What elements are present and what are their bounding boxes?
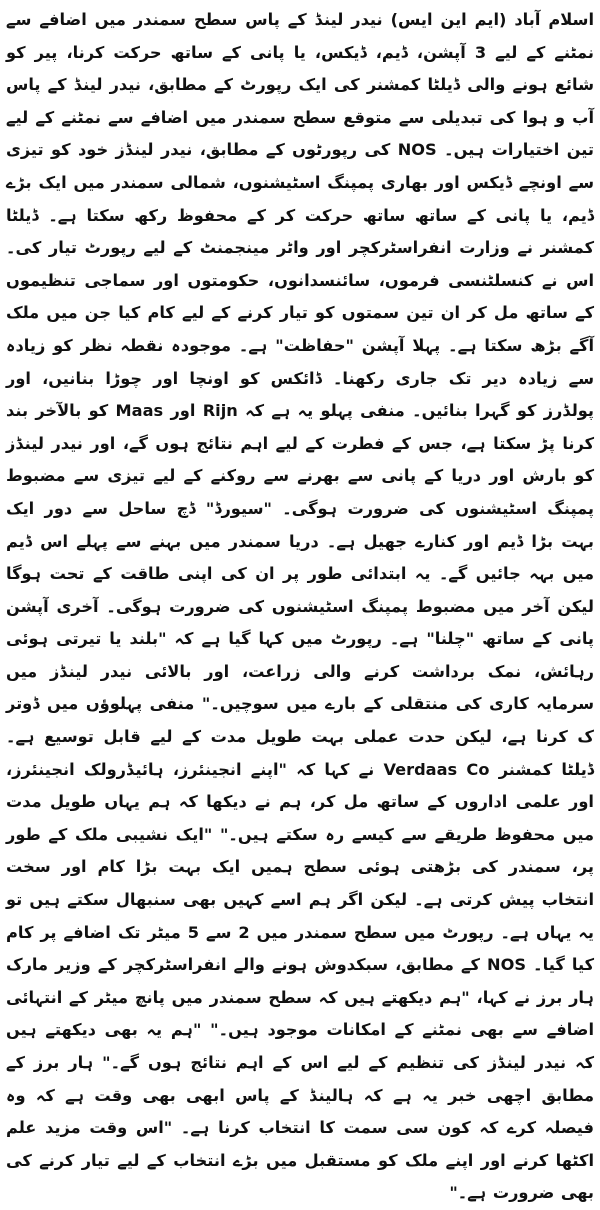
article-body: اسلام آباد (ایم این ایس) نیدر لینڈ کے پاس سطح سمندر میں اضافے سے نمٹنے کے لیے 3 آپشن، ڈیم، ڈیکس، یا پانی کے ساتھ حرکت کرنا، پیر کو شائع ہونے والی ڈیلٹا کمشنر کی ایک رپورٹ کے مطابق، نیدر لینڈ کے پاس آب و ہوا کی تبدیلی سے متوقع سطح سمندر میں اضافے سے نمٹنے کے لیے تین اختیارات ہیں۔ NOS کی رپورٹوں کے مطابق، نیدر لینڈز خود کو تیزی سے اونچے ڈیکس اور بھاری پمپنگ اسٹیشنوں، شمالی سمندر میں ایک بڑے ڈیم، یا پانی کے ساتھ ساتھ حرکت کر کے محفوظ رکھ سکتا ہے۔ ڈیلٹا کمشنر نے وزارت انفراسٹرکچر اور واٹر مینجمنٹ کے لیے رپورٹ تیار کی۔ اس نے کنسلٹنسی فرموں، سائنسدانوں، حکومتوں اور سماجی تنظیموں کے ساتھ مل کر ان تین سمتوں کو تیار کرنے کے لیے کام کیا جن میں ملک آگے بڑھ سکتا ہے۔ پہلا آپشن "حفاظت" ہے۔ موجودہ نقطہ نظر کو زیادہ سے زیادہ دیر تک جاری رکھنا۔ ڈائکس کو اونچا اور چوڑا بنانیں، اور پولڈرز کو گہرا بنائیں۔ منفی پہلو یہ ہے کہ Rijn اور Maas کو بالآخر بند کرنا پڑ سکتا ہے، جس کے فطرت کے لیے اہم نتائج ہوں گے، اور نیدر لینڈز کو بارش اور دریا کے پانی سے بھرنے سے روکنے کے لیے تیزی سے مضبوط پمپنگ اسٹیشنوں کی ضرورت ہوگی۔ "سیورڈ" ڈچ ساحل سے دور ایک بہت بڑا ڈیم اور کنارے جھیل ہے۔ دریا سمندر میں بہنے سے پہلے اس ڈیم میں بہہ جائیں گے۔ یہ ابتدائی طور پر ان کی اپنی طاقت کے تحت ہوگا لیکن آخر میں مضبوط پمپنگ اسٹیشنوں کی ضرورت ہوگی۔ آخری آپشن پانی کے ساتھ "چلنا" ہے۔ رپورٹ میں کہا گیا ہے کہ "بلند یا تیرتی ہوئی رہائش، نمک برداشت کرنے والی زراعت، اور بالائی نیدر لینڈز میں سرمایہ کاری کی منتقلی کے بارے میں سوچیں۔" منفی پہلوؤں میں ڈوتر ک کرنا ہے، لیکن حدت عملی بہت طویل مدت کے لیے قابل توسیع ہے۔ ڈیلٹا کمشنر Verdaas Co نے کہا کہ "اپنے انجینئرز، ہائیڈرولک انجینئرز، اور علمی اداروں کے ساتھ مل کر، ہم نے دیکھا کہ ہم یہاں طویل مدت میں محفوظ طریقے سے کیسے رہ سکتے ہیں۔" "ایک نشیبی ملک کے طور پر، سمندر کی بڑھتی ہوئی سطح ہمیں ایک بہت بڑا کام اور سخت انتخاب پیش کرتی ہے۔ لیکن اگر ہم اسے کہیں بھی سنبھال سکتے ہیں تو یہ یہاں ہے۔ رپورٹ میں سطح سمندر میں 2 سے 5 میٹر تک اضافے پر کام کیا گیا۔ NOS کے مطابق، سبکدوش ہونے والے انفراسٹرکچر کے وزیر مارک ہار برز نے کہا، "ہم دیکھتے ہیں کہ سطح سمندر میں پانچ میٹر کے انتہائی اضافے سے بھی نمٹنے کے امکانات موجود ہیں۔" "ہم یہ بھی دیکھتے ہیں کہ نیدر لینڈز کی تنظیم کے لیے اس کے اہم نتائج ہوں گے۔" ہار برز کے مطابق اچھی خبر یہ ہے کہ ہالینڈ کے پاس ابھی بھی وقت ہے کہ وہ فیصلہ کرے کہ کون سی سمت کا انتخاب کرنا ہے۔ "اس وقت مزید علم اکٹھا کرنے اور اپنے ملک کو مستقبل میں بڑے انتخاب کے لیے تیار کرنے کی بھی ضرورت ہے۔"	[6, 10, 594, 1203]
